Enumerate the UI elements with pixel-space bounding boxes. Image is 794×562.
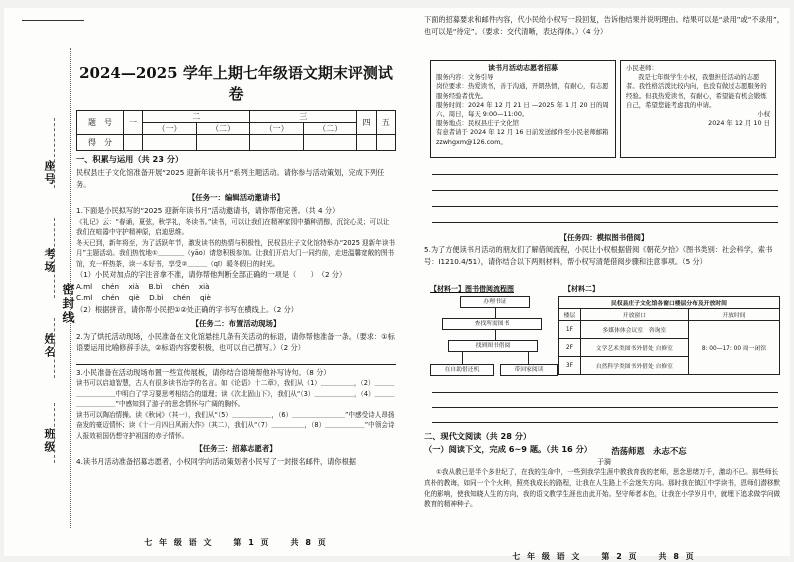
flow-step-machine: 在自助借还机 (430, 364, 494, 376)
floor-window: 自然科学类图书外借处 自修室 (580, 357, 688, 375)
seal-line-label: 密封线 (61, 283, 75, 325)
application-letter-box (620, 60, 776, 158)
recruit-notice-box (430, 60, 616, 158)
score-cell[interactable] (357, 135, 376, 151)
score-col-5: 五 (376, 111, 395, 135)
flow-step-borrow: 找到图书借阅 (448, 340, 538, 352)
score-cell[interactable] (376, 135, 395, 151)
question-3: 3.小民准备在活动现场布置一些宣传展板，请你结合语境帮他补写诗句。（8 分） (76, 367, 331, 377)
exam-sheet (4, 8, 790, 561)
question-1: 1.下面是小民拟写的“2025 迎新年读书月”活动邀请书，请你帮他完善。（共 4 分） (76, 206, 340, 216)
section-1-heading: 一、积累与运用（共 23 分） (76, 154, 184, 164)
score-cell[interactable] (196, 135, 250, 151)
score-col-2: 二 (143, 111, 250, 123)
reading-1-heading: （一）阅读下文，完成 6~9 题。（共 16 分） (424, 444, 592, 454)
question-1-sub-2: （2）根据拼音，请你帮小民把①②处正确的字书写在横线上。（2 分） (76, 305, 298, 315)
answer-line[interactable] (432, 174, 778, 175)
question-1-option-cd: C.ml chén qiè D.bì chén qiè (76, 293, 211, 303)
recruit-line: 有意者请于 2024 年 12 月 16 日前发送邮件至小民老师邮箱 zzwhgxm@126.com。 (436, 128, 609, 146)
flow-arrow (495, 330, 496, 340)
answer-line[interactable] (432, 422, 778, 423)
flow-arrow (462, 352, 463, 364)
score-cell[interactable] (250, 135, 304, 151)
task-2-heading: 【任务二：布置活动现场】 (191, 318, 281, 328)
seat-line (54, 118, 55, 188)
exam-room-label: 考场 (43, 248, 56, 274)
floor-head: 开放窗口 (580, 309, 688, 321)
score-cell[interactable] (124, 135, 143, 151)
question-4: 4.读书月活动准备招募志愿者，小权同学向活动策划者小民写了一封报名邮件，请你根据 (76, 457, 356, 467)
question-5: 5.为了方便读书月活动的朋友们了解借阅流程，小民让小权根据借阅《朝花夕拾》（图书类别：社会科学，索书号：I1210.4/51），请你结合以下两则材料，帮小权写清楚借阅步骤和注意事项。（5 分） (424, 245, 773, 266)
opening-hours: 8: 00—17: 00 周一闭馆 (688, 321, 779, 375)
name-line (54, 318, 55, 378)
task-3-heading: 【任务三：招募志愿者】 (195, 444, 277, 454)
answer-line[interactable] (432, 222, 778, 223)
score-col-1: 一 (124, 111, 143, 135)
flow-arrow (528, 352, 529, 364)
floor-window: 多媒体体会议室 咨询室 (580, 321, 688, 339)
floor-window: 文学艺术类图书外借处 自修室 (580, 339, 688, 357)
question-3-text-1: 读书可以启迪智慧，古人有很多读书治学的名言。如《论语》十二章》，我们从（1）＿＿＿＿＿，（2）＿＿＿＿＿＿＿＿＿中明白了学习要思考相结合的道理；读《次北固山下》，我们从“（3）＿＿＿＿＿＿，（4）＿＿＿＿＿＿＿＿＿”中感知到了游子的思念情怀与广阔的胸怀。 (76, 379, 395, 409)
exam-room-line (54, 218, 55, 298)
name-label: 姓名 (43, 333, 56, 359)
floor-level: 2F (559, 339, 581, 357)
question-2: 2.为了烘托活动现场，小民准备在文化馆悬挂几条有关活动的标语，请你帮他准备一条。（要求：①标语要运用比喻修辞手法，②标语内容要积极，也可以自己撰写。）（2 分） (76, 331, 395, 353)
flow-step-search: 查找所需图书 (442, 318, 542, 330)
score-sub: （一） (250, 123, 304, 135)
letter-signature: 小权 (757, 110, 770, 119)
section-2-heading: 二、现代文阅读（共 28 分） (424, 431, 532, 441)
score-col-4: 四 (357, 111, 376, 135)
answer-line[interactable] (432, 206, 778, 207)
flow-step-home: 带回家阅读 (500, 364, 558, 376)
score-cell[interactable] (143, 135, 197, 151)
invitation-text-1: 《礼记》云：“春诵，夏弦，秋学礼，冬读书。”读书，可以让我们在精神家园中播种清醇，沉淀心灵；可以让我们在喧嚣中守护精神原，启迪思维。 (76, 217, 390, 237)
article-title: 浩荡师恩 永志不忘 (611, 446, 687, 456)
floor-head: 开放时间 (688, 309, 779, 321)
page-2-footer: 七 年 级 语 文 第 2 页 共 8 页 (512, 552, 696, 561)
question-1-option-ab: A.ml chén xià B.bì chén xià (76, 281, 210, 291)
answer-line[interactable] (432, 392, 778, 393)
recruit-line: 服务内容：文务引导 (436, 73, 494, 82)
seat-label: 座号 (43, 160, 56, 186)
class-line (54, 403, 55, 463)
floor-level: 3F (559, 357, 581, 375)
letter-body: 我是七年级学生小权，我想担任活动的志愿者。我性格活泼比较内向，也没有做过志愿服务的经验。但我热爱读书，有耐心，希望能有机会锻炼自己，希望您能考虑我的申请。 (626, 73, 767, 109)
page-1 (76, 48, 396, 547)
article-author: 于漪 (597, 458, 611, 466)
class-label: 班级 (43, 428, 56, 454)
question-1-sub-1: （1）小民对加点的字注音拿不准，请你帮他判断全部正确的一项是（ ） （2 分） (76, 270, 347, 280)
invitation-text-2: 冬天已到，新年将至，为了活跃年节，激发读书的热情与积极性，民权县庄子文化馆特举办“2025 迎新年读书月”主题活动。我们热忱地①＿＿＿＿（yāo）请您积极参加。让我们开启大门一同约前，走进温馨宽敞的图书馆，充一杯热茶，读一本好书，享受②＿＿＿（qī）暖冬假日的时光。 (76, 238, 396, 268)
flow-arrow (495, 308, 496, 318)
recruit-line: 服务时间：2024 年 12 月 21 日 —2025 年 1 月 20 日的周六、周日，每天 9:00—11:00。 (436, 100, 609, 119)
task-1-heading: 【任务一：编辑活动邀请书】 (187, 193, 285, 203)
question-4-continued: 下面的招募要求和邮件内容，代小民给小权写一段回复，告诉他结果并说明理由。结果可以是“录用”或“不录用”，也可以是“待定”。（要求：交代清晰，表达得体。）（4 分） (424, 15, 784, 36)
recruit-line: 服务地点：民权县庄子文化馆 (436, 119, 520, 128)
score-col-3: 三 (250, 111, 357, 123)
score-sub: （二） (196, 123, 250, 135)
floor-table-caption: 民权县庄子文化馆各窗口楼层分布及开放时间 (559, 297, 780, 309)
answer-line-q2[interactable] (76, 354, 396, 365)
score-sub: （一） (143, 123, 197, 135)
score-sub: （二） (303, 123, 357, 135)
score-cell[interactable] (303, 135, 357, 151)
page-2 (424, 14, 784, 561)
floor-table (558, 296, 780, 375)
article-paragraph-1: ①我从教已是半个多世纪了，在我的生命中，一些到我学生涯中教我育我的老师，思念思绪万千，激动不已。那些师长真朴的教诲，如同一个个火种，照亮我成长的路程，让我在人生路上不会迷失方向。那时我在镇江中学读书，恩师们潜移默化的影响，使我知晓人生的方向，我的语文教学生涯也由此开始。坚守师者本色，让我在小学岁月中，就埋下追求做学问做教育的精神种子。 (424, 468, 781, 509)
recruit-line: 岗位要求：热爱读书，善于沟通，开朗热情，有耐心，有志愿服务经验者优先。 (436, 82, 609, 100)
material-2-label: 【材料二】 (564, 285, 599, 293)
recruit-title: 读书月活动志愿者招募 (488, 64, 558, 72)
answer-line[interactable] (432, 407, 778, 408)
task-4-heading: 【任务四：模拟图书借阅】 (559, 233, 649, 242)
question-3-text-2: 读书可以陶冶情操。读《秋词》（其一），我们从“（5）＿＿＿＿＿＿，（6）＿＿＿＿＿＿＿＿”中感受诗人昂扬奋发的豪迈情怀；读《十一月四日风雨大作》（其二），我们从“（7）＿＿＿＿＿，（8）＿＿＿＿＿＿”中领会诗人报效祖国仍想守护祖国的赤子情怀。 (76, 410, 395, 440)
material-1-label: 【材料一】图书借阅流程图 (430, 285, 514, 293)
flow-step-card: 办理书证 (460, 296, 530, 308)
letter-greeting: 小民老师： (626, 64, 658, 72)
floor-head: 楼层 (559, 309, 581, 321)
score-label: 得 分 (77, 135, 124, 151)
exam-title: 2024—2025 学年上期七年级语文期末评测试卷 (79, 64, 393, 103)
letter-date: 2024 年 12 月 10 日 (708, 119, 770, 128)
score-table (76, 110, 396, 151)
score-head: 题 号 (77, 111, 124, 135)
answer-line[interactable] (432, 190, 778, 191)
intro-text: 民权县庄子文化馆准备开展“2025 迎新年读书月”系列主题活动。请你参与活动策划，完成下列任务。 (76, 168, 385, 189)
seal-line (70, 48, 71, 528)
floor-level: 1F (559, 321, 581, 339)
page-1-footer: 七 年 级 语 文 第 1 页 共 8 页 (144, 538, 328, 547)
top-rule (22, 20, 84, 21)
